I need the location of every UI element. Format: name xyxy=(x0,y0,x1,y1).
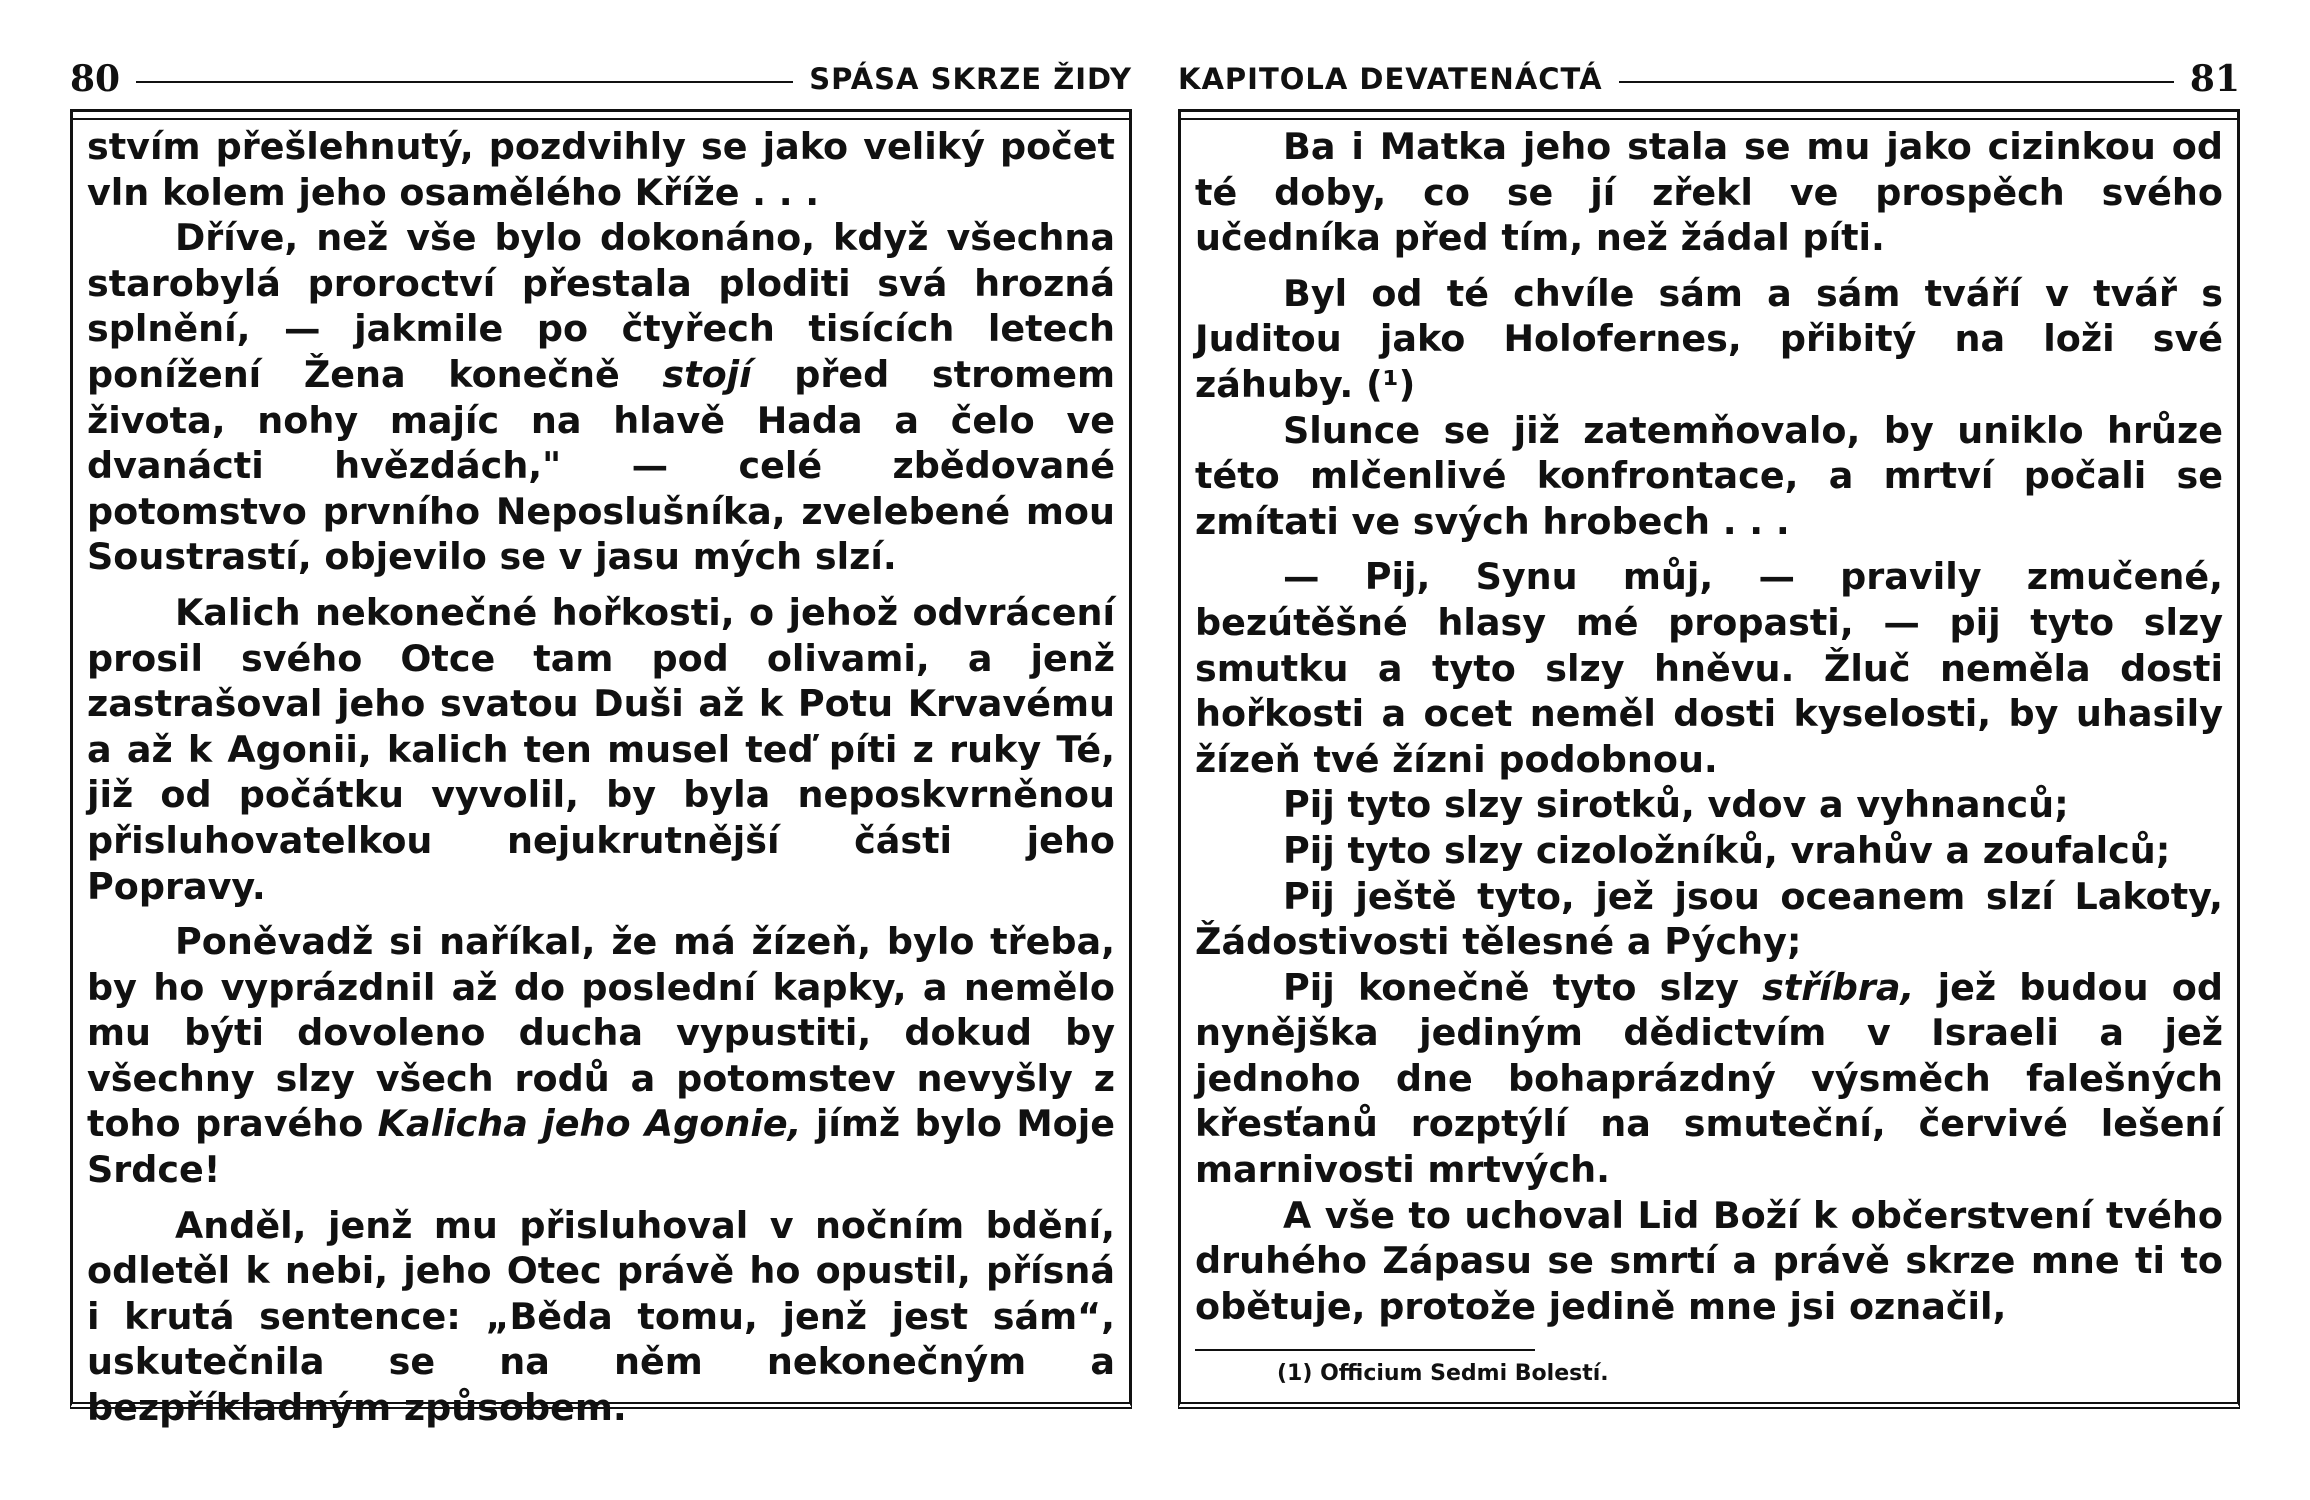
paragraph: — Pij, Synu můj, — pravily zmučené, bezútěšné hlasy mé propasti, — pij tyto slzy smutku a tyto slzy hněvu. Žluč neměla dosti hořkosti a ocet neměl dosti kyselosti, by uhasily žízeň tvé žízni podobnou. xyxy=(1195,555,2223,781)
footnote: (1) Officium Sedmi Bolestí. xyxy=(1277,1361,1609,1387)
head-rule-right xyxy=(1619,81,2174,83)
page-number-right: 81 xyxy=(2189,58,2240,100)
footnote-rule xyxy=(1195,1349,1535,1351)
paragraph: Poněvadž si naříkal, že má žízeň, bylo třeba, by ho vyprázdnil až do poslední kapky, a nemělo mu býti dovoleno ducha vypustiti, dokud by všechny slzy všech rodů a potomstev nevyšly z toho pravého Kalicha jeho Agonie, jímž bylo Moje Srdce! xyxy=(87,920,1116,1192)
paragraph: Pij tyto slzy sirotků, vdov a vyhnanců; xyxy=(1283,783,2069,827)
text-frame-right xyxy=(1178,109,2240,1409)
running-title-right: KAPITOLA DEVATENÁCTÁ xyxy=(1178,62,1603,96)
paragraph: Dříve, než vše bylo dokonáno, když všechna starobylá proroctví přestala ploditi svá hrozná splnění, — jakmile po čtyřech tisících letech ponížení Žena konečně stojí před stromem života, nohy majíc na hlavě Hada a čelo ve dvanácti hvězdách," — celé zbědované potomstvo prvního Neposlušníka, zvelebené mou Soustrastí, objevilo se v jasu mých slzí. xyxy=(87,216,1115,579)
emphasis: stříbra, xyxy=(1762,965,1915,1009)
paragraph: Ba i Matka jeho stala se mu jako cizinkou od té doby, co se jí zřekl ve prospěch svého učedníka před tím, než žádal píti. xyxy=(1195,125,2223,260)
body-text-right xyxy=(1195,124,2223,1329)
emphasis: stojí xyxy=(662,352,752,396)
paragraph: Anděl, jenž mu přisluhoval v nočním bdění, odletěl k nebi, jeho Otec právě ho opustil, přísná i krutá sentence: „Běda tomu, jenž jest sám“, uskutečnila se na něm nekonečným a bezpříkladným způsobem. xyxy=(87,1203,1115,1430)
page-number-left: 80 xyxy=(70,58,121,100)
paragraph: Kalich nekonečné hořkosti, o jehož odvrácení prosil svého Otce tam pod olivami, a jenž zastrašoval jeho svatou Duši až k Potu Krvavému a až k Agonii, kalich ten musel teď píti z ruky Té, již od počátku vyvolil, by byla neposkvrněnou přisluhovatelkou nejukrutnější části jeho Popravy. xyxy=(87,590,1115,908)
running-head-right xyxy=(1178,55,2240,103)
paragraph: A vše to uchoval Lid Boží k občerstvení tvého druhého Zápasu se smrtí a právě skrze mne ti to obětuje, protože jedině mne jsi označil, xyxy=(1195,1193,2223,1328)
paragraph: Pij tyto slzy cizoložníků, vrahův a zoufalců; xyxy=(1283,828,2171,872)
paragraph: Slunce se již zatemňovalo, by uniklo hrůze této mlčenlivé konfrontace, a mrtví počali se zmítati ve svých hrobech . . . xyxy=(1195,408,2223,543)
paragraph: Pij konečně tyto slzy stříbra, jež budou od nynějška jediným dědictvím v Israeli a jež jednoho dne bohaprázdný výsměch falešných křesťanů rozptýlí na smuteční, červivé lešení marnivosti mrtvých. xyxy=(1195,965,2223,1192)
paragraph: stvím přešlehnutý, pozdvihly se jako veliký počet vln kolem jeho osamělého Kříže . . . xyxy=(87,125,1115,214)
paragraph: Byl od té chvíle sám a sám tváří v tvář s Juditou jako Holofernes, přibitý na loži své záhuby. (¹) xyxy=(1195,271,2223,406)
emphasis: Kalicha jeho Agonie, xyxy=(377,1102,802,1146)
paragraph: Pij ještě tyto, jež jsou oceanem slzí Lakoty, Žádostivosti tělesné a Pýchy; xyxy=(1195,874,2223,964)
head-rule-left xyxy=(136,81,793,83)
right-page xyxy=(1178,55,2240,1409)
left-page xyxy=(70,55,1132,1430)
running-title-left: SPÁSA SKRZE ŽIDY xyxy=(809,62,1132,96)
text-frame-left xyxy=(70,109,1132,1430)
running-head-left xyxy=(70,55,1132,103)
body-text-left xyxy=(87,124,1115,1431)
